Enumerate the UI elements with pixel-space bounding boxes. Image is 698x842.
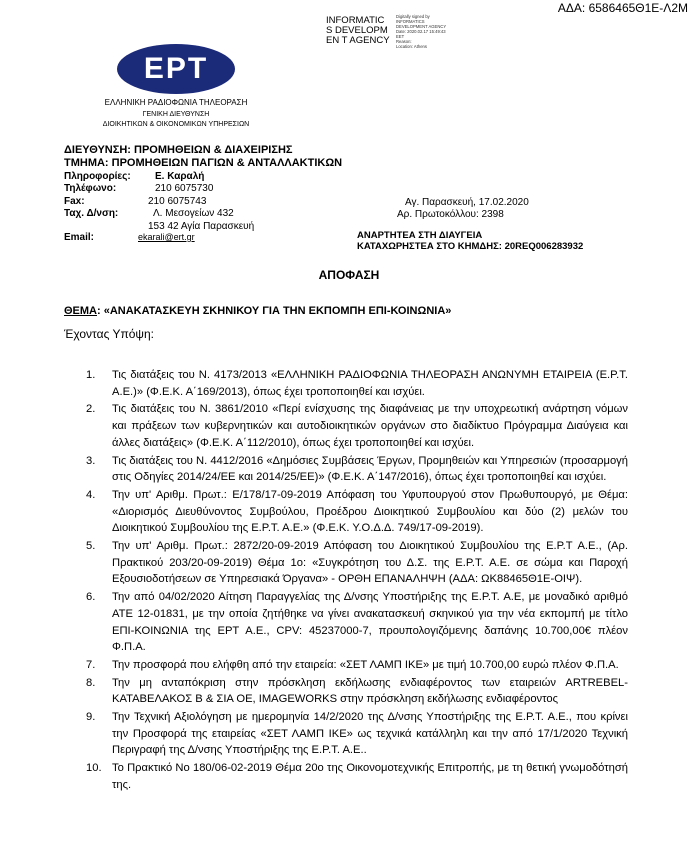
list-item-text: Την από 04/02/2020 Αίτηση Παραγγελίας της Δ/νσης Υποστήριξης της Ε.Ρ.Τ. Α.Ε, με μοναδικό αριθμό ΑΤΕ 12-01831, με την οποία ζητήθηκε να γίνει ανακατασκευή σκηνικού για την νέα εκπομπή με τίτλο ΕΠΙ-ΚΟΙΝΩΝΙΑ της ΕΡΤ Α.Ε., CPV: 45237000-7, προυπολογιζόμενης δαπάνης 10.700,00€ πλέον Φ.Π.Α. bbox=[112, 591, 628, 654]
logo-text: ΕΡΤ bbox=[143, 52, 209, 85]
signature-line: DEVELOPMENT AGENCY bbox=[396, 24, 447, 29]
list-item-text: Την Τεχνική Αξιολόγηση με ημερομηνία 14/2/2020 της Δ/νσης Υποστήριξης της Ε.Ρ.Τ. Α.Ε., που κρίνει την Προσφορά της εταιρείας «ΣΕΤ ΛΑΜΠ ΙΚΕ» ως τεχνικά κατάλληλη και την από 17/1/2020 Τεχνική Περιγραφή της Δ/νσης Υποστήριξης της Ε.Ρ.Τ. Α.Ε.. bbox=[112, 711, 628, 757]
list-item-text: Το Πρακτικό Νο 180/06-02-2019 Θέμα 20ο της Οικονομοτεχνικής Επιτροπής, με τη θετική γνωμοδότησή της. bbox=[112, 762, 628, 791]
signature-line: Reason: bbox=[396, 39, 412, 44]
signature-line: INFORMATICS bbox=[396, 19, 425, 24]
having-regard: Έχοντας Υπόψη: bbox=[64, 327, 154, 341]
document-title: ΑΠΟΦΑΣΗ bbox=[318, 268, 380, 282]
list-item: 3. Τις διατάξεις του Ν. 4412/2016 «Δημόσιες Συμβάσεις Έργων, Προμηθειών και Υπηρεσιών (προσαρμογή στις Οδηγίες 2014/24/ΕΕ και 2014/25/ΕΕ)» (Φ.Ε.Κ. Α΄147/2016), όπως έχει τροποποιηθεί και ισχύει. bbox=[86, 454, 628, 484]
list-item-text: Τις διατάξεις του Ν. 4173/2013 «ΕΛΛΗΝΙΚΗ ΡΑΔΙΟΦΩΝΙΑ ΤΗΛΕΟΡΑΣΗ ΑΝΩΝΥΜΗ ΕΤΑΙΡΕΙΑ (Ε.Ρ.Τ. Α.Ε.)» (Φ.Ε.Κ. Α΄169/2013), όπως έχει τροποποιηθεί και ισχύει. bbox=[112, 369, 628, 398]
brand-name: ΕΛΛΗΝΙΚΗ ΡΑΔΙΟΦΩΝΙΑ ΤΗΛΕΟΡΑΣΗ bbox=[104, 98, 248, 107]
document-date: Αγ. Παρασκευή, 17.02.2020 bbox=[405, 197, 529, 208]
signature-org: INFORMATICS DEVELOPMEN T AGENCY bbox=[326, 15, 390, 46]
list-item: 7. Την προσφορά που ελήφθη από την εταιρεία: «ΣΕΤ ΛΑΜΠ ΙΚΕ» με τιμή 10.700,00 ευρώ πλέον Φ.Π.Α. bbox=[86, 658, 619, 671]
email-label: Email: bbox=[64, 232, 95, 243]
address-line2: 153 42 Αγία Παρασκευή bbox=[148, 221, 255, 232]
brand-line3: ΔΙΟΙΚΗΤΙΚΩΝ & ΟΙΚΟΝΟΜΙΚΩΝ ΥΠΗΡΕΣΙΩΝ bbox=[102, 121, 250, 128]
signature-line: Digitally signed by bbox=[396, 14, 430, 19]
list-item: 4. Την υπ' Αριθμ. Πρωτ.: Ε/178/17-09-2019 Απόφαση του Υφυπουργού στον Πρωθυπουργό, με Θέμα: «Διορισμός Διευθύνοντος Συμβούλου, Προέδρου Διοικητικού Συμβουλίου και δύο (2) μελών του Διοικητικού Συμβουλίου της Ε.Ρ.Τ. Α.Ε.» (Φ.Ε.Κ. Υ.Ο.Δ.Δ. 749/17-09-2019). bbox=[86, 488, 628, 535]
considerations-list bbox=[86, 367, 628, 795]
list-item-text: Την υπ' Αριθμ. Πρωτ.: Ε/178/17-09-2019 Απόφαση του Υφυπουργού στον Πρωθυπουργό, με Θέμα: «Διορισμός Διευθύνοντος Συμβούλου, Προέδρου Διοικητικού Συμβουλίου και δύο (2) μελών του Διοικητικού Συμβουλίου της Ε.Ρ.Τ. Α.Ε.» (Φ.Ε.Κ. Υ.Ο.Δ.Δ. 749/17-09-2019). bbox=[112, 488, 628, 535]
list-item-text: Την μη ανταπόκριση στην πρόσκληση εκδήλωσης ενδιαφέροντος των εταιρειών ARTREBEL-ΚΑΤΑΒΕΛΑΚΟΣ Β & ΣΙΑ ΟΕ, IMAGEWORKS στην πρόσκληση εκδήλωσης ενδιαφέροντος bbox=[112, 676, 628, 706]
list-item: 6. Την από 04/02/2020 Αίτηση Παραγγελίας της Δ/νσης Υποστήριξης της Ε.Ρ.Τ. Α.Ε, με μοναδικό αριθμό ΑΤΕ 12-01831, με την οποία ζητήθηκε να γίνει ανακατασκευή σκηνικού για την νέα εκπομπή με τίτλο ΕΠΙ-ΚΟΙΝΩΝΙΑ της ΕΡΤ Α.Ε., CPV: 45237000-7, προυπολογιζόμενης δαπάνης 10.700,00€ πλέον Φ.Π.Α. bbox=[86, 591, 628, 654]
posted-label: ΑΝΑΡΤΗΤΕΑ ΣΤΗ ΔΙΑΥΓΕΙΑ bbox=[357, 230, 483, 241]
direction-header: ΔΙΕΥΘΥΝΣΗ: ΠΡΟΜΗΘΕΙΩΝ & ΔΙΑΧΕΙΡΙΣΗΣ bbox=[64, 144, 293, 156]
list-item: 1. Τις διατάξεις του Ν. 4173/2013 «ΕΛΛΗΝΙΚΗ ΡΑΔΙΟΦΩΝΙΑ ΤΗΛΕΟΡΑΣΗ ΑΝΩΝΥΜΗ ΕΤΑΙΡΕΙΑ (Ε.Ρ.Τ. Α.Ε.)» (Φ.Ε.Κ. Α΄169/2013), όπως έχει τροποποιηθεί και ισχύει. bbox=[86, 369, 628, 398]
registry-label: ΚΑΤΑΧΩΡΗΣΤΕΑ ΣΤΟ ΚΗΜΔΗΣ: 20REQ006283932 bbox=[357, 241, 584, 252]
subject-line bbox=[64, 305, 451, 317]
address-label: Ταχ. Δ/νση: bbox=[64, 208, 119, 219]
list-item-text: Την προσφορά που ελήφθη από την εταιρεία: «ΣΕΤ ΛΑΜΠ ΙΚΕ» με τιμή 10.700,00 ευρώ πλέον Φ.Π.Α. bbox=[112, 658, 619, 671]
signature-details bbox=[396, 14, 506, 49]
email-link[interactable]: ekarali@ert.gr bbox=[138, 232, 195, 242]
info-label: Πληροφορίες: bbox=[64, 171, 131, 182]
phone-label: Τηλέφωνο: bbox=[64, 183, 117, 194]
list-item-text: Τις διατάξεις του Ν. 3861/2010 «Περί ενίσχυσης της διαφάνειας με την υποχρεωτική ανάρτηση νόμων και πράξεων των κυβερνητικών και αυτοδιοικητικών οργάνων στο διαδίκτυο Πρόγραμμα Διαύγεια και άλλες διατάξεις» (Φ.Ε.Κ. Α΄112/2010), όπως έχει τροποποιηθεί και ισχύει. bbox=[112, 403, 628, 449]
list-item-text: Τις διατάξεις του Ν. 4412/2016 «Δημόσιες Συμβάσεις Έργων, Προμηθειών και Υπηρεσιών (προσαρμογή στις Οδηγίες 2014/24/ΕΕ και 2014/25/ΕΕ)» (Φ.Ε.Κ. Α΄147/2016), όπως έχει τροποποιηθεί και ισχύει. bbox=[112, 454, 628, 484]
list-item: 5. Την υπ' Αριθμ. Πρωτ.: 2872/20-09-2019 Απόφαση του Διοικητικού Συμβουλίου της Ε.Ρ.Τ Α.Ε., (Αρ. Πρακτικού 203/20-09-2019) Θέμα 1ο: «Συγκρότηση του Δ.Σ. της Ε.Ρ.Τ. Α.Ε. σε σώμα και Παροχή Εξουσιοδοτήσεων σε Υπηρεσιακά Όργανα» - ΟΡΘΗ ΕΠΑΝΑΛΗΨΗ (ΑΔΑ: ΩΚ88465Θ1Ε-ΟΙΨ). bbox=[86, 540, 628, 586]
list-item: 10. Το Πρακτικό Νο 180/06-02-2019 Θέμα 20ο της Οικονομοτεχνικής Επιτροπής, με τη θετική γνωμοδότησή της. bbox=[86, 762, 628, 791]
signature-line: EET bbox=[396, 34, 405, 39]
subject-label: ΘΕΜΑ bbox=[64, 305, 97, 317]
info-value: Ε. Καραλή bbox=[155, 171, 205, 182]
ada-number: ΑΔΑ: 6586465Θ1Ε-Λ2Μ bbox=[557, 1, 688, 15]
list-item: 2. Τις διατάξεις του Ν. 3861/2010 «Περί ενίσχυσης της διαφάνειας με την υποχρεωτική ανάρτηση νόμων και πράξεων των κυβερνητικών και αυτοδιοικητικών οργάνων στο διαδίκτυο Πρόγραμμα Διαύγεια και άλλες διατάξεις» (Φ.Ε.Κ. Α΄112/2010), όπως έχει τροποποιηθεί και ισχύει. bbox=[86, 403, 628, 449]
fax-value: 210 6075743 bbox=[148, 196, 207, 207]
list-item: 9. Την Τεχνική Αξιολόγηση με ημερομηνία 14/2/2020 της Δ/νσης Υποστήριξης της Ε.Ρ.Τ. Α.Ε., που κρίνει την Προσφορά της εταιρείας «ΣΕΤ ΛΑΜΠ ΙΚΕ» ως τεχνικά κατάλληλη και την από 17/1/2020 Τεχνική Περιγραφή της Δ/νσης Υποστήριξης της Ε.Ρ.Τ. Α.Ε.. bbox=[86, 711, 628, 757]
phone-value: 210 6075730 bbox=[155, 183, 214, 194]
ert-logo bbox=[117, 44, 235, 94]
signature-line: Location: Athens bbox=[396, 44, 427, 49]
list-item-text: Την υπ' Αριθμ. Πρωτ.: 2872/20-09-2019 Απόφαση του Διοικητικού Συμβουλίου της Ε.Ρ.Τ Α.Ε., (Αρ. Πρακτικού 203/20-09-2019) Θέμα 1ο: «Συγκρότηση του Δ.Σ. της Ε.Ρ.Τ. Α.Ε. σε σώμα και Παροχή Εξουσιοδοτήσεων σε Υπηρεσιακά Όργανα» - ΟΡΘΗ ΕΠΑΝΑΛΗΨΗ (ΑΔΑ: ΩΚ88465Θ1Ε-ΟΙΨ). bbox=[112, 540, 628, 586]
brand-block bbox=[78, 98, 274, 130]
fax-label: Fax: bbox=[64, 196, 85, 207]
subject-text: : «ΑΝΑΚΑΤΑΣΚΕΥΗ ΣΚΗΝΙΚΟΥ ΓΙΑ ΤΗΝ ΕΚΠΟΜΠΗ ΕΠΙ-ΚΟΙΝΩΝΙΑ» bbox=[97, 305, 452, 317]
address-line1: Λ. Μεσογείων 432 bbox=[153, 208, 234, 219]
protocol-number: Αρ. Πρωτοκόλλου: 2398 bbox=[397, 209, 504, 220]
signature-line: Date: 2020.02.17 15:49:43 bbox=[396, 29, 446, 34]
brand-line2: ΓΕΝΙΚΗ ΔΙΕΥΘΥΝΣΗ bbox=[142, 111, 210, 118]
list-item: 8. Την μη ανταπόκριση στην πρόσκληση εκδήλωσης ενδιαφέροντος των εταιρειών ARTREBEL-ΚΑΤΑΒΕΛΑΚΟΣ Β & ΣΙΑ ΟΕ, IMAGEWORKS στην πρόσκληση εκδήλωσης ενδιαφέροντος bbox=[86, 676, 628, 706]
department-header: ΤΜΗΜΑ: ΠΡΟΜΗΘΕΙΩΝ ΠΑΓΙΩΝ & ΑΝΤΑΛΛΑΚΤΙΚΩΝ bbox=[64, 157, 343, 169]
digital-signature bbox=[326, 14, 526, 49]
